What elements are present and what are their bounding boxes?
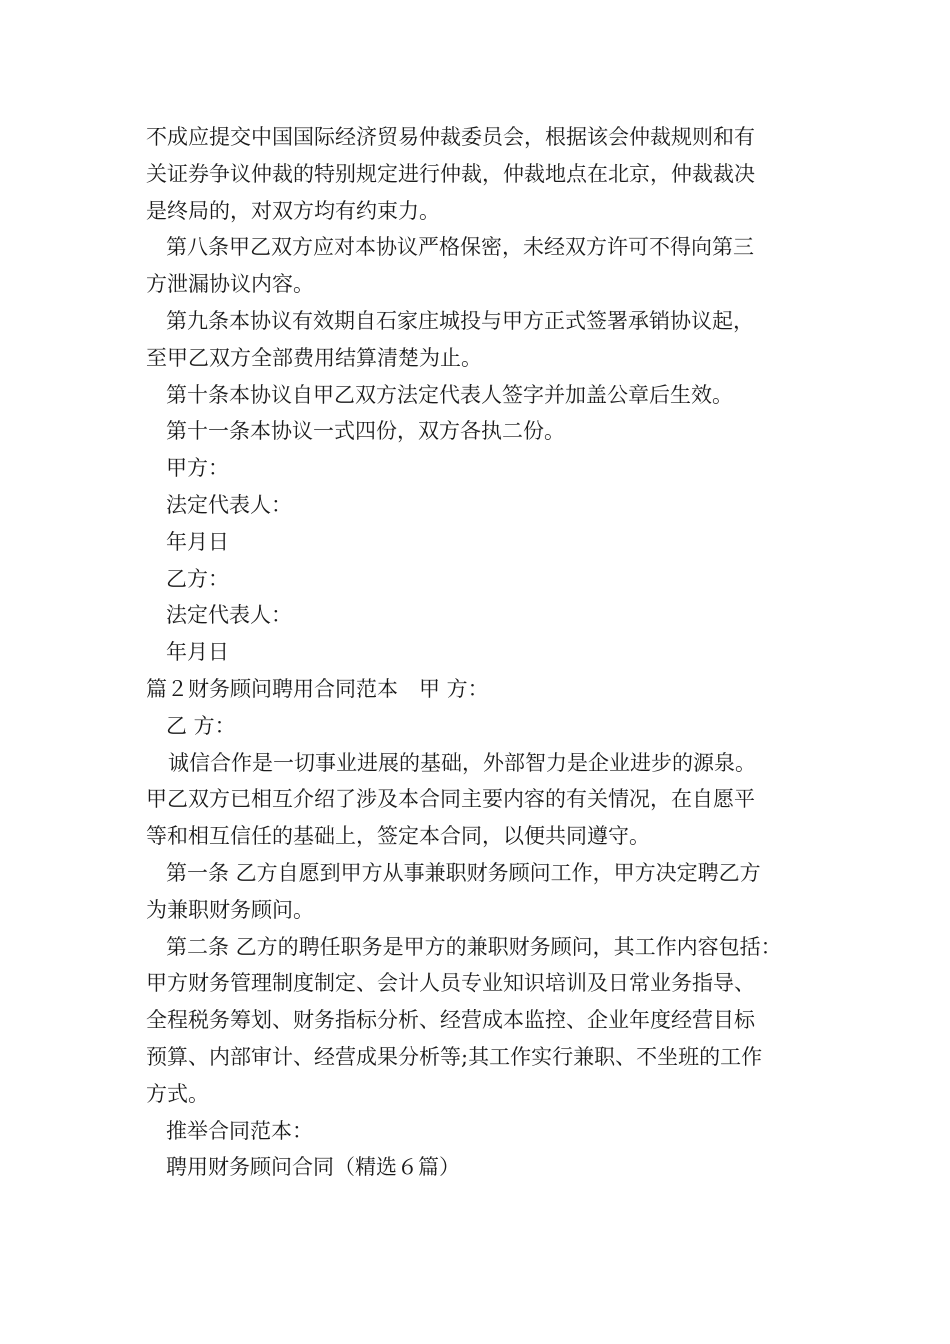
paragraph-line: 关证券争议仲裁的特别规定进行仲裁，仲裁地点在北京，仲裁裁决 (146, 161, 755, 186)
paragraph-line: 方泄漏协议内容。 (146, 272, 314, 297)
recommended-label: 推举合同范本： (166, 1118, 313, 1143)
date-label: 年月日 (166, 529, 229, 554)
date-label: 年月日 (166, 640, 229, 665)
legal-representative-label: 法定代表人： (166, 492, 292, 517)
paragraph-line: 不成应提交中国国际经济贸易仲裁委员会，根据该会仲裁规则和有 (146, 125, 755, 149)
party-a-label: 甲方： (166, 456, 229, 481)
article-11-line: 第十一条本协议一式四份，双方各执二份。 (166, 419, 565, 444)
paragraph-line: 至甲乙双方全部费用结算清楚为止。 (146, 345, 482, 370)
paragraph-line: 方式。 (146, 1081, 209, 1106)
paragraph-line: 全程税务筹划、财务指标分析、经营成本监控、企业年度经营目标 (146, 1008, 755, 1033)
legal-representative-label: 法定代表人： (166, 603, 292, 628)
article-1-line: 第一条 乙方自愿到甲方从事兼职财务顾问工作，甲方决定聘乙方 (166, 860, 761, 885)
party-b-label: 乙 方： (166, 713, 236, 738)
document-body (146, 119, 826, 1186)
paragraph-line: 诚信合作是一切事业进展的基础，外部智力是企业进步的源泉。 (168, 750, 756, 775)
article-10-line: 第十条本协议自甲乙双方法定代表人签字并加盖公章后生效。 (166, 382, 733, 407)
section-heading: 篇２财务顾问聘用合同范本 甲 方： (146, 676, 489, 701)
article-9-line: 第九条本协议有效期自石家庄城投与甲方正式签署承销协议起， (166, 308, 754, 333)
article-8-line: 第八条甲乙双方应对本协议严格保密，未经双方许可不得向第三 (166, 235, 754, 260)
paragraph-line: 是终局的，对双方均有约束力。 (146, 198, 440, 223)
party-b-label: 乙方： (166, 566, 229, 591)
paragraph-line: 等和相互信任的基础上，签定本合同，以便共同遵守。 (146, 824, 650, 849)
paragraph-line: 预算、内部审计、经营成果分析等;其工作实行兼职、不坐班的工作 (146, 1044, 763, 1069)
recommended-link[interactable]: 聘用财务顾问合同（精选６篇） (166, 1155, 460, 1180)
paragraph-line: 甲方财务管理制度制定、会计人员专业知识培训及日常业务指导、 (146, 971, 755, 996)
paragraph-line: 为兼职财务顾问。 (146, 897, 314, 922)
article-2-line: 第二条 乙方的聘任职务是甲方的兼职财务顾问，其工作内容包括： (166, 934, 782, 959)
paragraph-line: 甲乙双方已相互介绍了涉及本合同主要内容的有关情况，在自愿平 (146, 787, 755, 812)
